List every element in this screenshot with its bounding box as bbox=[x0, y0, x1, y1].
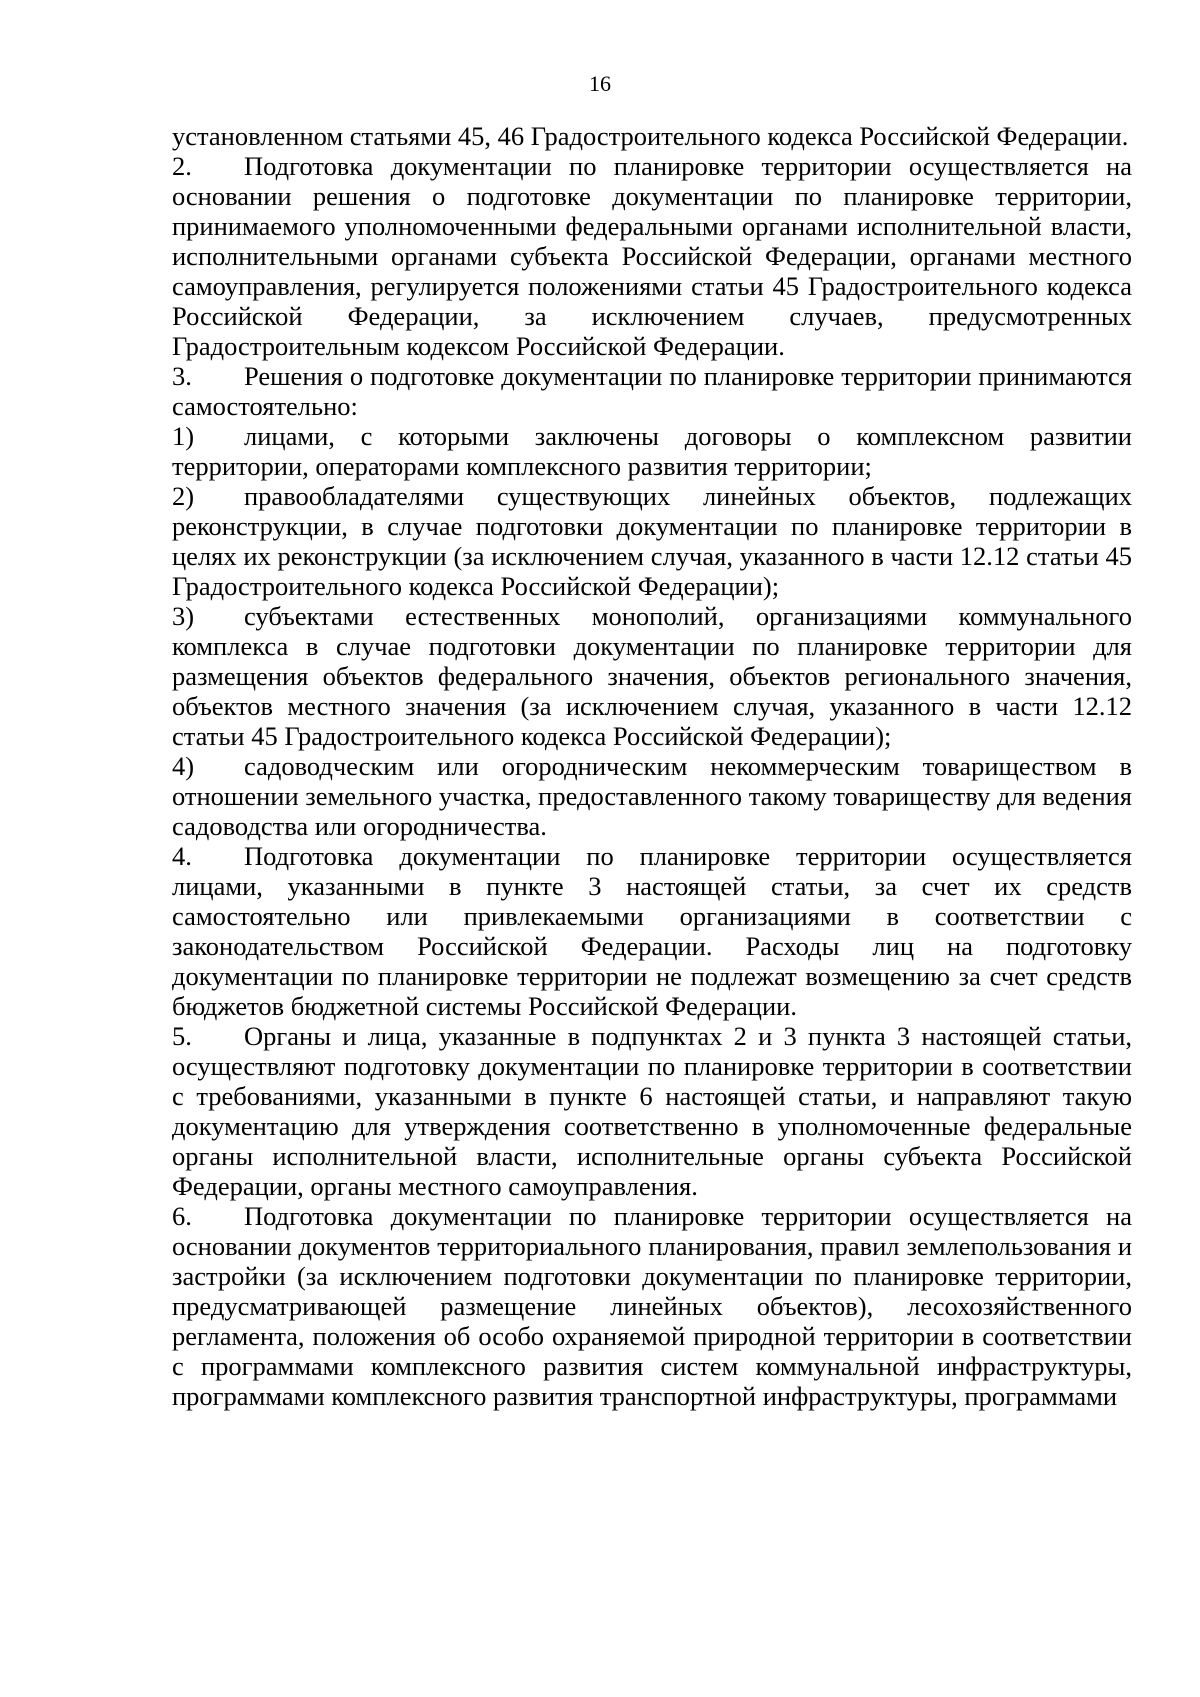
paragraph-6 bbox=[172, 1201, 1132, 1411]
paragraph-number: 6. bbox=[172, 1201, 192, 1231]
subitem-number: 3) bbox=[172, 601, 195, 631]
paragraph-2 bbox=[172, 151, 1132, 361]
paragraph-text: Подготовка документации по планировке территории осуществляется на основании документов территориального планирования, правил землепользования и застройки (за исключением подготовки документации по планировке территории, предусматривающей размещение линейных объектов), лесохозяйственного регламента, положения об особо охраняемой природной территории в соответствии с программами комплексного развития систем коммунальной инфраструктуры, программами комплексного развития транспортной инфраструктуры, программами bbox=[172, 1201, 1132, 1411]
paragraph-text: Решения о подготовке документации по планировке территории принимаются самостоятельно: bbox=[172, 361, 1132, 421]
subitem-2 bbox=[172, 481, 1132, 601]
subitem-number: 2) bbox=[172, 481, 195, 511]
document-body bbox=[172, 121, 1132, 1411]
paragraph-text: Органы и лица, указанные в подпунктах 2 и 3 пункта 3 настоящей статьи, осуществляют подготовку документации по планировке территории в соответствии с требованиями, указанными в пункте 6 настоящей статьи, и направляют такую документацию для утверждения соответственно в уполномоченные федеральные органы исполнительной власти, исполнительные органы субъекта Российской Федерации, органы местного самоуправления. bbox=[172, 1021, 1132, 1201]
subitem-1 bbox=[172, 421, 1132, 481]
subitem-3 bbox=[172, 601, 1132, 751]
subitem-text: субъектами естественных монополий, организациями коммунального комплекса в случае подготовки документации по планировке территории для размещения объектов федерального значения, объектов регионального значения, объектов местного значения (за исключением случая, указанного в части 12.12 статьи 45 Градостроительного кодекса Российской Федерации); bbox=[172, 601, 1132, 751]
subitem-text: правообладателями существующих линейных объектов, подлежащих реконструкции, в случае подготовки документации по планировке территории в целях их реконструкции (за исключением случая, указанного в части 12.12 статьи 45 Градостроительного кодекса Российской Федерации); bbox=[172, 481, 1132, 601]
paragraph-continuation bbox=[172, 121, 1132, 151]
paragraph-4 bbox=[172, 841, 1132, 1021]
paragraph-number: 5. bbox=[172, 1021, 192, 1051]
paragraph-number: 3. bbox=[172, 361, 192, 391]
subitem-text: садоводческим или огородническим некоммерческим товариществом в отношении земельного участка, предоставленного такому товариществу для ведения садоводства или огородничества. bbox=[172, 751, 1132, 841]
paragraph-3 bbox=[172, 361, 1132, 421]
subitem-number: 1) bbox=[172, 421, 195, 451]
page-number: 16 bbox=[589, 71, 611, 96]
paragraph-text: Подготовка документации по планировке территории осуществляется на основании решения о подготовке документации по планировке территории, принимаемого уполномоченными федеральными органами исполнительной власти, исполнительными органами субъекта Российской Федерации, органами местного самоуправления, регулируется положениями статьи 45 Градостроительного кодекса Российской Федерации, за исключением случаев, предусмотренных Градостроительным кодексом Российской Федерации. bbox=[172, 151, 1132, 361]
subitem-number: 4) bbox=[172, 751, 195, 781]
paragraph-text: установленном статьями 45, 46 Градостроительного кодекса Российской Федерации. bbox=[172, 121, 1129, 151]
paragraph-text: Подготовка документации по планировке территории осуществляется лицами, указанными в пункте 3 настоящей статьи, за счет их средств самостоятельно или привлекаемыми организациями в соответствии с законодательством Российской Федерации. Расходы лиц на подготовку документации по планировке территории не подлежат возмещению за счет средств бюджетов бюджетной системы Российской Федерации. bbox=[172, 841, 1132, 1021]
paragraph-number: 2. bbox=[172, 151, 192, 181]
subitem-text: лицами, с которыми заключены договоры о комплексном развитии территории, операторами комплексного развития территории; bbox=[172, 421, 1132, 481]
subitem-4 bbox=[172, 751, 1132, 841]
paragraph-5 bbox=[172, 1021, 1132, 1201]
paragraph-number: 4. bbox=[172, 841, 192, 871]
